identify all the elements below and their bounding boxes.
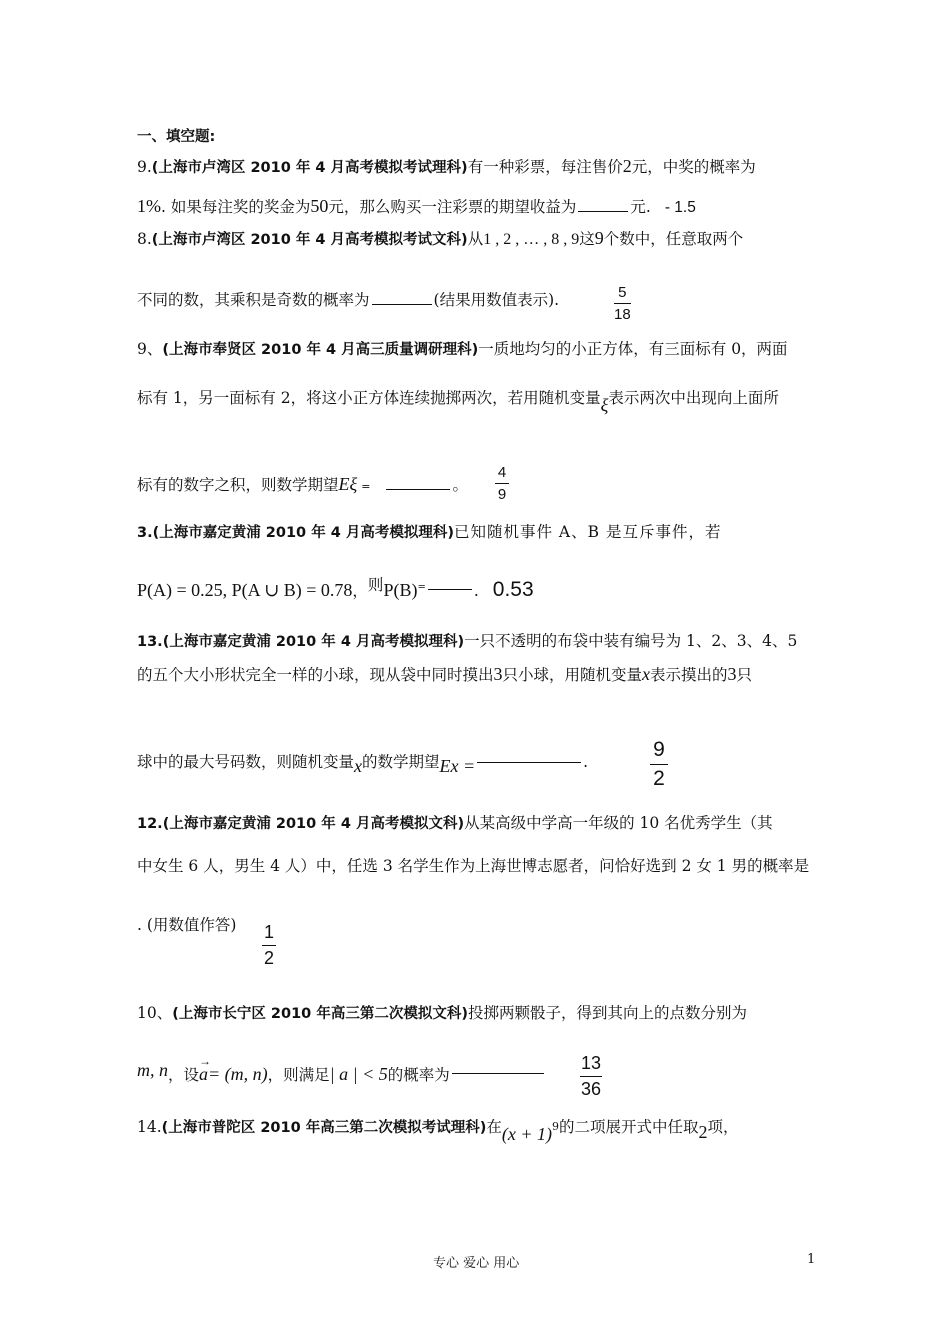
- problem-number: 8.: [137, 230, 152, 248]
- problem-3-line-2: [137, 387, 779, 415]
- problem-text: 已知随机事件 A、B 是互斥事件，若: [454, 523, 722, 541]
- problem-text: 个数中，任意取两个: [603, 230, 744, 248]
- variable-x: x: [354, 756, 363, 776]
- problem-text: . 如果每注奖的奖金为: [161, 198, 311, 216]
- problem-5-line-1: [137, 631, 797, 652]
- problem-text: 元，中奖的概率为: [631, 158, 756, 176]
- problem-1-line-1: [137, 156, 756, 178]
- dice-values: m, n: [137, 1060, 168, 1080]
- problem-5-line-2: [137, 664, 752, 685]
- vector-definition: = (m, n): [208, 1064, 268, 1084]
- problem-3-line-3: [137, 474, 468, 497]
- problem-text: 元，那么购买一注彩票的期望收益为: [328, 198, 577, 216]
- exponent: 9: [552, 1120, 560, 1133]
- problem-text: 表示摸出的: [650, 666, 728, 684]
- problem-source: (上海市长宁区 2010 年高三第二次模拟文科): [172, 1006, 468, 1022]
- denominator: 36: [580, 1079, 602, 1099]
- pb-expression: P(B): [383, 580, 418, 600]
- problem-text: 投掷两颗骰子，得到其向上的点数分别为: [467, 1004, 747, 1022]
- problem-number: 12.: [137, 816, 163, 832]
- denominator: 2: [263, 948, 274, 968]
- problem-text: 的二项展开式中任取: [559, 1118, 699, 1137]
- probability-value: 1%: [137, 196, 161, 216]
- problem-number: 13.: [137, 634, 163, 650]
- problem-text: 一只不透明的布袋中装有编号为 1、2、3、4、5: [464, 632, 798, 650]
- problem-number: 3.: [137, 525, 153, 541]
- problem-text: 标有的数字之积，则数学期望: [137, 476, 339, 494]
- problem-text: 球中的最大号码数，则随机变量: [137, 753, 355, 771]
- problem-2-line-2: [137, 290, 559, 310]
- ball-count: 3: [727, 664, 737, 684]
- problem-text: 有一种彩票，每注售价: [467, 158, 623, 176]
- problem-text: 的数学期望: [362, 753, 440, 771]
- problem-3-line-1: [137, 339, 788, 360]
- problem-text: 。: [452, 476, 468, 494]
- problem-text: 在: [486, 1118, 502, 1137]
- problem-4-line-1: [137, 522, 721, 543]
- magnitude-condition: | a | < 5: [329, 1064, 388, 1084]
- count-value: 9: [594, 228, 604, 248]
- problem-6-line-1: [137, 813, 773, 834]
- footer-slogan: 专心 爱心 用心: [433, 1256, 520, 1271]
- answer-fraction: [580, 1053, 602, 1100]
- problem-text: 标有 1，另一面标有 2，将这小正方体连续抛掷两次，若用随机变量: [137, 389, 601, 407]
- section-heading: 一、填空题:: [137, 129, 216, 145]
- numerator: 4: [497, 464, 507, 481]
- problem-8-line-1: [137, 1113, 739, 1145]
- fraction-bar: [580, 1076, 602, 1077]
- problem-source: (上海市嘉定黄浦 2010 年 4 月高考模拟理科): [162, 634, 465, 650]
- numerator: 9: [653, 738, 665, 761]
- answer-fraction: [262, 922, 276, 969]
- problem-text: 的概率为: [387, 1066, 450, 1084]
- ball-count: 3: [493, 664, 503, 684]
- fraction-bar: [614, 303, 631, 304]
- problem-source: (上海市卢湾区 2010 年 4 月高考模拟考试文科): [151, 232, 468, 248]
- problem-source: (上海市嘉定黄浦 2010 年 4 月高考模拟文科): [162, 816, 465, 832]
- answer: - 1.5: [664, 199, 696, 216]
- denominator: 2: [653, 767, 665, 790]
- expectation-expression: Ex =: [439, 756, 476, 776]
- dot: .: [583, 753, 589, 771]
- problem-text: 从某高级中学高一年级的 10 名优秀学生（其: [464, 814, 773, 832]
- fraction-bar: [650, 764, 668, 765]
- xi-symbol: ξ: [600, 395, 609, 415]
- price-value: 2: [622, 156, 632, 176]
- answer-fraction: [495, 464, 509, 503]
- problem-5-line-3: [137, 751, 589, 776]
- answer-blank: [477, 761, 581, 763]
- equals-sign: =: [361, 480, 371, 493]
- vector-a: → a: [199, 1064, 208, 1084]
- numerator: 13: [580, 1053, 602, 1073]
- problem-6-line-3: . (用数值作答): [137, 916, 237, 934]
- then-text: 则: [367, 576, 384, 594]
- problem-source: (上海市普陀区 2010 年高三第二次模拟考试理科): [161, 1120, 487, 1137]
- fraction-bar: [262, 945, 276, 946]
- answer: 0.53: [492, 578, 534, 601]
- prize-value: 50: [310, 196, 329, 216]
- problem-4-line-2: [137, 576, 534, 604]
- numerator: 1: [263, 922, 274, 942]
- problem-text: ，则满足: [267, 1066, 330, 1084]
- problem-number: 10、: [137, 1004, 173, 1022]
- problem-text: 表示两次中出现向上面所: [608, 389, 779, 407]
- problem-number: 9.: [137, 158, 152, 176]
- problem-number: 9、: [137, 340, 163, 358]
- problem-text: 从: [467, 230, 484, 248]
- denominator: 9: [497, 486, 507, 503]
- problem-7-line-2: [137, 1060, 546, 1085]
- fraction-bar: [495, 483, 509, 484]
- problem-text: 一质地均匀的小正方体，有三面标有 0，两面: [478, 340, 788, 358]
- equals-sign: =: [417, 582, 426, 593]
- expectation-symbol: Eξ: [338, 474, 358, 494]
- problem-text: 的五个大小形状完全一样的小球，现从袋中同时摸出: [137, 666, 494, 684]
- term-count: 2: [698, 1122, 708, 1143]
- answer-blank: [578, 210, 628, 212]
- dot: .: [473, 582, 479, 600]
- problem-2-line-1: [137, 228, 743, 250]
- answer-blank: [386, 488, 450, 490]
- problem-text: ，设: [168, 1066, 200, 1084]
- comma: ，: [352, 582, 368, 600]
- problem-text: 项，: [707, 1118, 739, 1137]
- answer-blank: [452, 1072, 544, 1074]
- answer-fraction: [650, 738, 668, 791]
- problem-1-line-2: [137, 196, 696, 218]
- problem-source: (上海市嘉定黄浦 2010 年 4 月高考模拟理科): [152, 525, 454, 541]
- answer-fraction: [614, 284, 631, 323]
- problem-text: 元.: [630, 198, 651, 216]
- problem-number: 14.: [137, 1118, 162, 1137]
- number-sequence: 1 , 2 , … , 8 , 9: [483, 231, 580, 248]
- problem-text: 只: [736, 666, 753, 684]
- variable-x: x: [642, 664, 651, 684]
- problem-text: 只小球，用随机变量: [502, 666, 643, 684]
- problem-text: (结果用数值表示).: [433, 291, 560, 309]
- answer-blank: [372, 303, 432, 305]
- problem-source: (上海市奉贤区 2010 年 4 月高三质量调研理科): [162, 342, 479, 358]
- problem-text: 这: [579, 230, 595, 248]
- problem-6-line-2: 中女生 6 人，男生 4 人）中，任选 3 名学生作为上海世博志愿者，问恰好选到 2 女 1 男的概率是: [137, 857, 810, 875]
- answer-blank: [428, 588, 472, 590]
- denominator: 18: [614, 306, 631, 323]
- problem-7-line-1: [137, 1003, 747, 1024]
- numerator: 5: [618, 284, 627, 301]
- page-number: 1: [807, 1252, 816, 1267]
- problem-source: (上海市卢湾区 2010 年 4 月高考模拟考试理科): [151, 160, 468, 176]
- given-expression: P(A) = 0.25, P(A ∪ B) = 0.78: [137, 580, 353, 600]
- problem-text: 不同的数，其乘积是奇数的概率为: [137, 291, 370, 309]
- binomial-expression: (x + 1): [501, 1124, 553, 1145]
